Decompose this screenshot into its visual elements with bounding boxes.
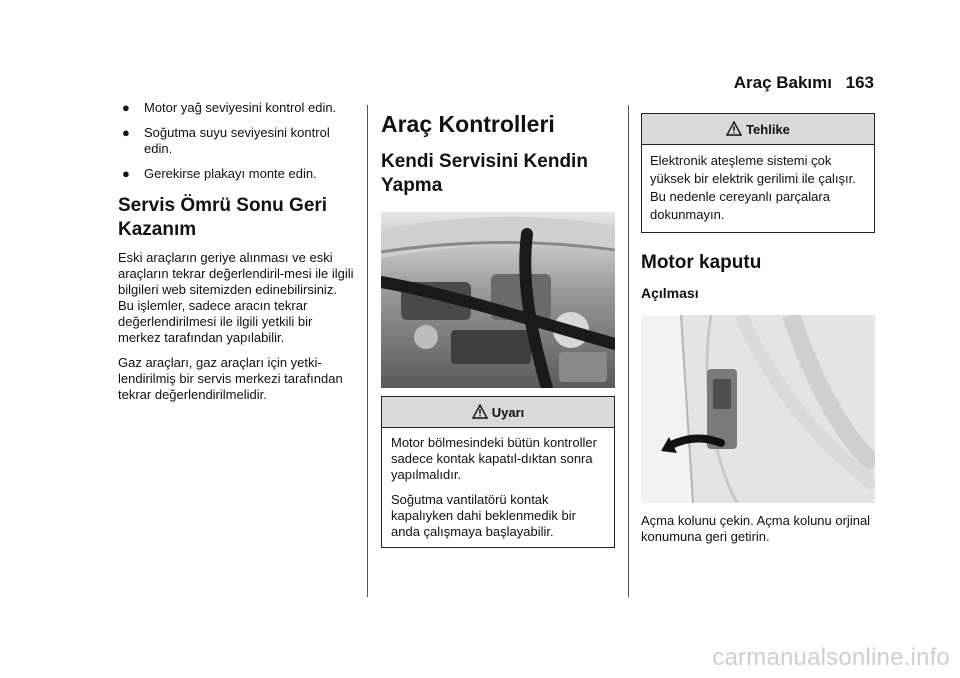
body-paragraph: Eski araçların geriye alınması ve eski araçların tekrar değerlendiril-mesi ile ilgili bilgileri web sitemizden edinebilirsiniz. Bu işlemler, sadece aracın tekrar değerlendirilmesi ile ilgili yetkili bir merkez tarafından yapılabilir. — [118, 250, 354, 345]
warning-text: Motor bölmesindeki bütün kontroller sadece kontak kapatıl-dıktan sonra yapılmalıdır. — [391, 435, 597, 482]
list-item-text: Motor yağ seviyesini kontrol edin. — [144, 100, 337, 115]
section-title: Araç Bakımı — [733, 73, 832, 92]
danger-header — [642, 114, 874, 145]
bullet-marker: ● — [122, 166, 130, 181]
body-paragraph: Gaz araçları, gaz araçları için yetki-lendirilmiş bir servis merkezi tarafından tekrar değerlendirilmelidir. — [118, 355, 343, 402]
column-1 — [118, 100, 358, 412]
warning-label: Uyarı — [491, 404, 525, 420]
list-item-text: Soğutma suyu seviyesini kontrol edin. — [144, 125, 330, 156]
chapter-title: Araç Kontrolleri — [381, 111, 555, 137]
list-item-text: Gerekirse plakayı monte edin. — [144, 166, 317, 181]
warning-text: Soğutma vantilatörü kontak kapalıyken dahi beklenmedik bir anda çalışmaya başlayabilir. — [391, 492, 576, 539]
danger-box — [641, 113, 875, 233]
column-divider — [628, 105, 629, 597]
warning-body — [382, 428, 614, 547]
list-item — [118, 125, 344, 157]
image-caption: Açma kolunu çekin. Açma kolunu orjinal konumuna geri getirin. — [641, 513, 871, 544]
list-item — [118, 100, 344, 116]
section-heading: Motor kaputu — [641, 252, 762, 273]
danger-label: Tehlike — [746, 121, 790, 137]
engine-bay-photo — [381, 212, 615, 388]
watermark: carmanualsonline.info — [712, 644, 950, 671]
bullet-marker: ● — [122, 125, 130, 140]
danger-body — [642, 145, 874, 232]
subsection-heading: Açılması — [641, 285, 699, 301]
column-2 — [381, 100, 615, 548]
warning-box — [381, 396, 615, 548]
warning-header — [382, 397, 614, 428]
list-item — [118, 166, 384, 182]
page-number: 163 — [845, 73, 874, 92]
section-heading: Servis Ömrü Sonu Geri Kazanım — [118, 195, 328, 240]
column-3 — [641, 100, 875, 545]
warning-triangle-icon — [726, 121, 742, 137]
warning-triangle-icon — [472, 404, 488, 420]
hood-release-photo — [641, 315, 875, 503]
danger-text: Elektronik ateşleme sistemi çok yüksek bir elektrik gerilimi ile çalışır. Bu nedenle cereyanlı parçalara dokunmayın. — [650, 153, 856, 222]
section-heading: Kendi Servisini Kendin Yapma — [381, 151, 588, 196]
bullet-marker: ● — [122, 100, 130, 115]
